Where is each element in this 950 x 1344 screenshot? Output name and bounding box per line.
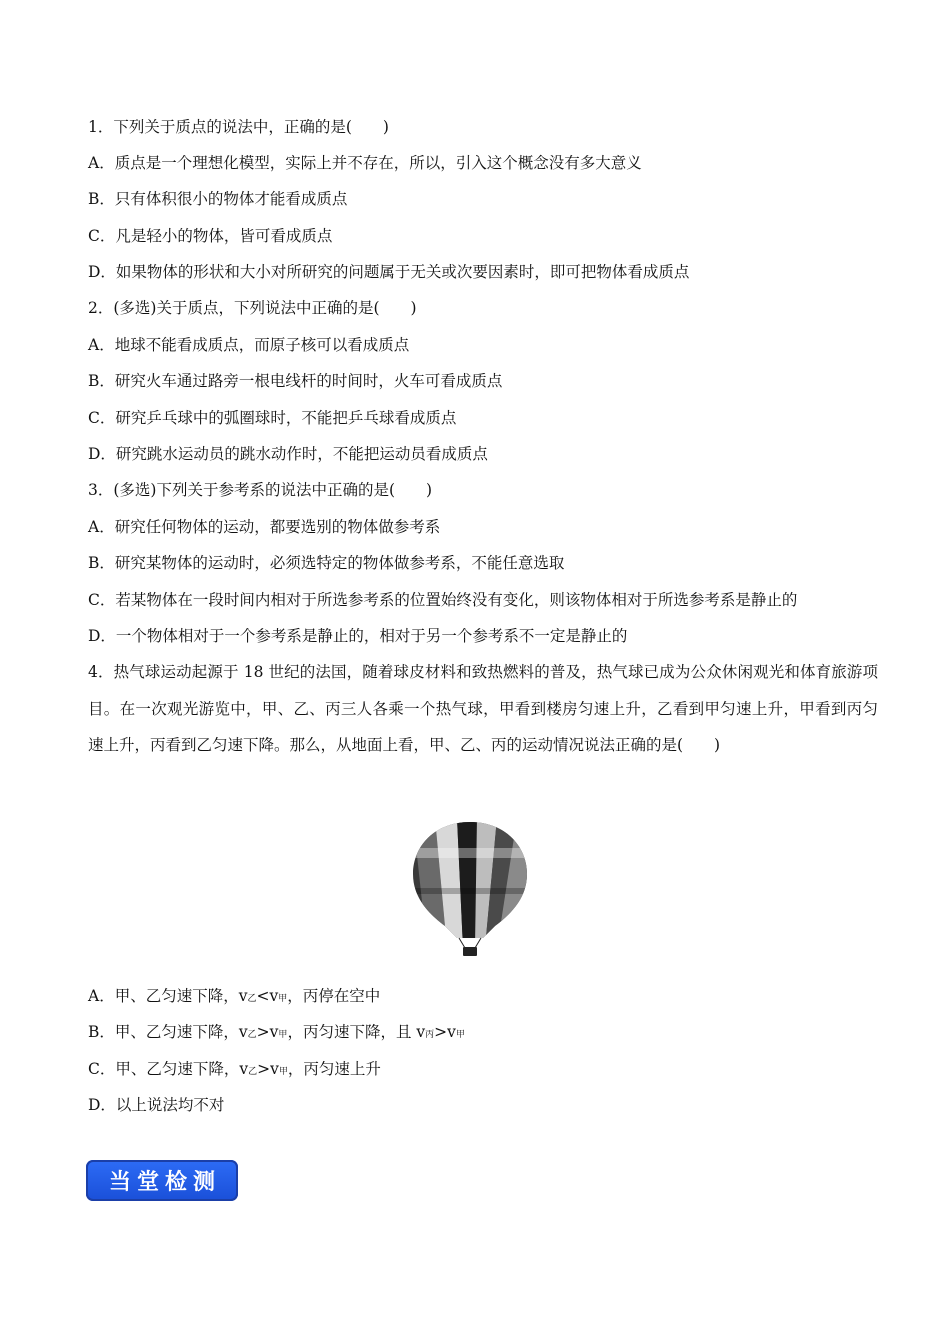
q3-stem: 3．(多选)下列关于参考系的说法中正确的是( ) (88, 481, 433, 499)
q2-option-b: B．研究火车通过路旁一根电线杆的时间时，火车可看成质点 (88, 372, 503, 390)
q3-option-c: C．若某物体在一段时间内相对于所选参考系的位置始终没有变化，则该物体相对于所选参考系是静止的 (88, 591, 798, 609)
q4-option-c-text3: ，丙匀速上升 (287, 1060, 381, 1078)
q1-stem: 1．下列关于质点的说法中，正确的是( ) (88, 118, 389, 136)
q1-option-c: C．凡是轻小的物体，皆可看成质点 (88, 227, 333, 245)
q4-option-c (88, 1059, 381, 1082)
q1-option-d: D．如果物体的形状和大小对所研究的问题属于无关或次要因素时，即可把物体看成质点 (88, 263, 690, 281)
q2-option-d: D．研究跳水运动员的跳水动作时，不能把运动员看成质点 (88, 445, 488, 463)
q2-stem: 2．(多选)关于质点，下列说法中正确的是( ) (88, 299, 417, 317)
q4-option-a-text3: ，丙停在空中 (287, 987, 381, 1005)
subscript-yi: 乙 (248, 1067, 258, 1077)
q1-option-a: A．质点是一个理想化模型，实际上并不存在，所以，引入这个概念没有多大意义 (88, 154, 642, 172)
q3-option-b: B．研究某物体的运动时，必须选特定的物体做参考系，不能任意选取 (88, 554, 565, 572)
q4-option-b-text2: >v (256, 1023, 279, 1041)
subscript-bing: 丙 (425, 1030, 435, 1040)
q4-stem: 4．热气球运动起源于 18 世纪的法国，随着球皮材料和致热燃料的普及，热气球已成为公众休闲观光和体育旅游项目。在一次观光游览中，甲、乙、丙三人各乘一个热气球，甲看到楼房匀速上升，乙看到甲匀速上升，甲看到丙匀速上升，丙看到乙匀速下降。那么，从地面上看，甲、乙、丙的运动情况说法正确的是( ) (88, 663, 878, 754)
q4-option-b-text3: ，丙匀速下降，且 v (287, 1023, 426, 1041)
q4-option-c-text1: C．甲、乙匀速下降，v (88, 1060, 249, 1078)
q4-option-b-text4: >v (434, 1023, 456, 1041)
q1-option-b: B．只有体积很小的物体才能看成质点 (88, 190, 348, 208)
hot-air-balloon-image (405, 818, 535, 958)
section-badge-label: 当堂检测 (108, 1170, 221, 1195)
q4-option-a-text2: <v (256, 987, 279, 1005)
subscript-jia: 甲 (455, 1030, 465, 1040)
subscript-jia: 甲 (278, 1030, 288, 1040)
subscript-yi: 乙 (247, 994, 257, 1004)
q2-option-c: C．研究乒乓球中的弧圈球时，不能把乒乓球看成质点 (88, 409, 457, 427)
q4-option-a-text1: A．甲、乙匀速下降，v (88, 987, 248, 1005)
subscript-yi: 乙 (247, 1030, 257, 1040)
q4-option-b-text1: B．甲、乙匀速下降，v (88, 1023, 248, 1041)
q3-option-a: A．研究任何物体的运动，都要选别的物体做参考系 (88, 518, 441, 536)
q2-option-a: A．地球不能看成质点，而原子核可以看成质点 (88, 336, 410, 354)
q4-option-a (88, 986, 380, 1009)
q4-option-d: D．以上说法均不对 (88, 1096, 225, 1114)
section-badge (86, 1160, 238, 1201)
subscript-jia: 甲 (278, 1067, 288, 1077)
q4-option-b (88, 1022, 465, 1045)
q3-option-d: D．一个物体相对于一个参考系是静止的，相对于另一个参考系不一定是静止的 (88, 627, 628, 645)
q4-option-c-text2: >v (257, 1060, 279, 1078)
subscript-jia: 甲 (278, 994, 288, 1004)
